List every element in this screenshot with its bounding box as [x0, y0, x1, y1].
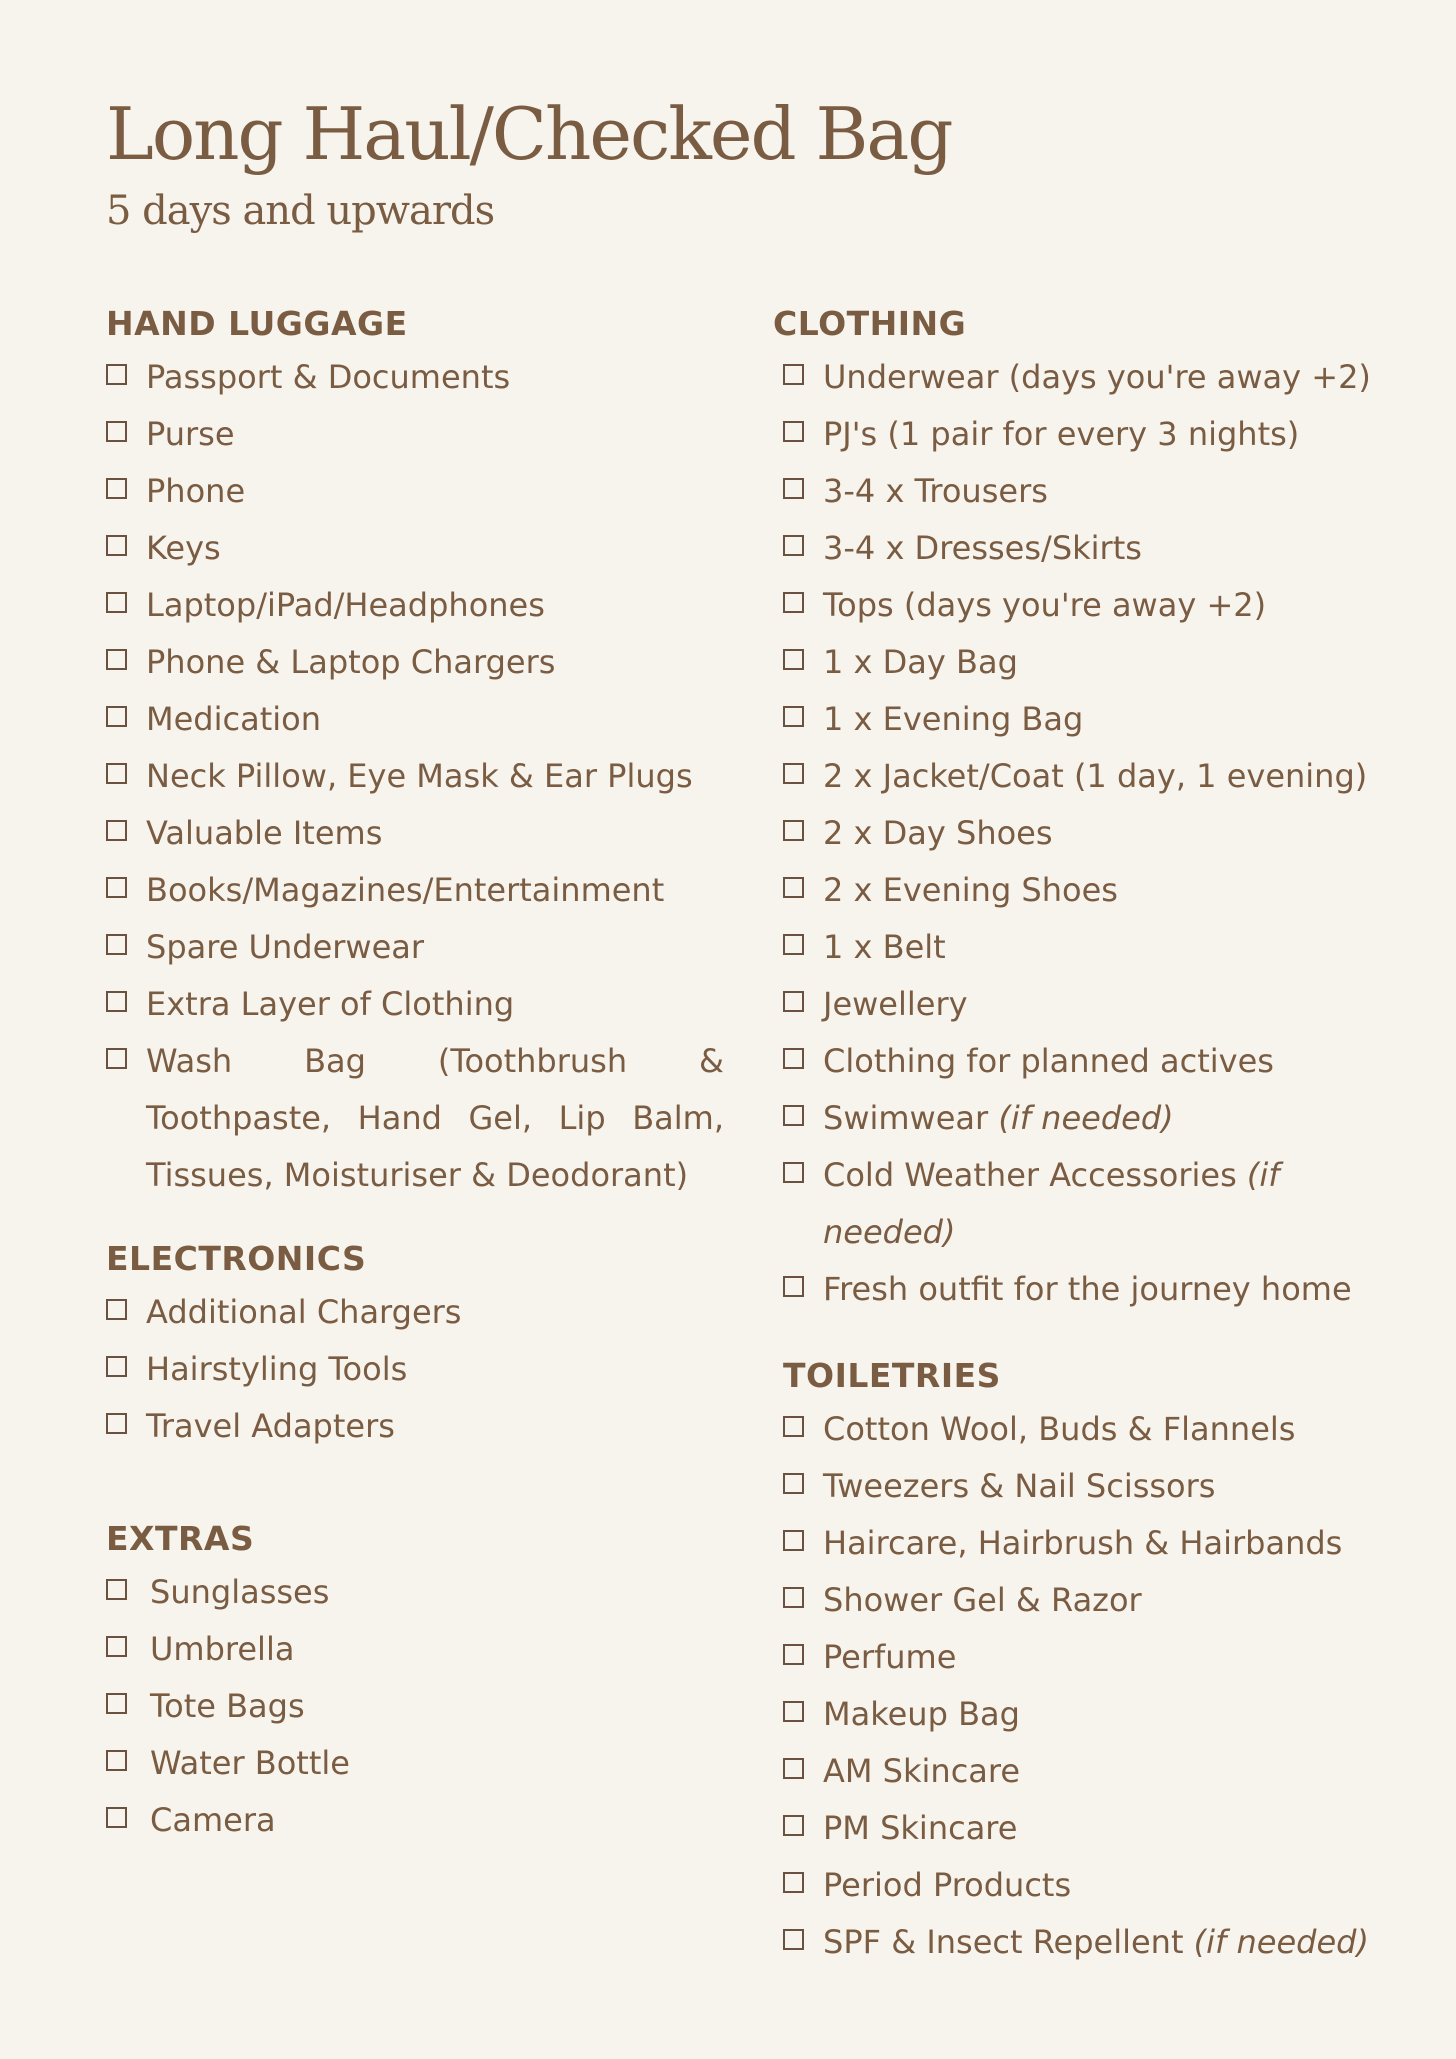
item-label: Spare Underwear — [146, 928, 425, 966]
checkbox[interactable] — [106, 1299, 127, 1320]
checkbox[interactable] — [783, 1701, 804, 1722]
checkbox[interactable] — [783, 535, 804, 556]
item-label: Passport & Documents — [146, 358, 511, 396]
list-item[interactable] — [106, 805, 724, 862]
list-item[interactable] — [783, 1914, 1383, 1971]
item-label: Laptop/iPad/Headphones — [146, 586, 545, 624]
list-item[interactable] — [106, 919, 724, 976]
item-label: Water Bottle — [150, 1744, 350, 1782]
item-label: Tote Bags — [150, 1687, 305, 1725]
item-label: Hairstyling Tools — [146, 1350, 408, 1388]
item-label: 3-4 x Trousers — [823, 472, 1048, 510]
checkbox[interactable] — [783, 934, 804, 955]
checkbox[interactable] — [783, 1872, 804, 1893]
item-label: Perfume — [823, 1638, 957, 1676]
list-item[interactable] — [783, 919, 1373, 976]
list-item[interactable] — [783, 1686, 1383, 1743]
checkbox[interactable] — [783, 1929, 804, 1950]
checkbox[interactable] — [783, 1473, 804, 1494]
checklist — [106, 1284, 724, 1455]
item-label: Phone — [146, 472, 246, 510]
item-label: Clothing for planned actives — [823, 1042, 1274, 1080]
list-item[interactable] — [106, 577, 724, 634]
section-hand-luggage — [106, 299, 724, 1204]
list-item[interactable] — [783, 976, 1373, 1033]
list-item[interactable] — [106, 691, 724, 748]
item-label: Shower Gel & Razor — [823, 1581, 1142, 1619]
checkbox[interactable] — [106, 706, 127, 727]
list-item[interactable] — [783, 748, 1373, 805]
checkbox[interactable] — [783, 1416, 804, 1437]
list-item[interactable] — [106, 976, 724, 1033]
section-extras — [106, 1514, 724, 1849]
section-heading: TOILETRIES — [783, 1356, 1001, 1395]
list-item[interactable] — [783, 1261, 1373, 1318]
checkbox[interactable] — [783, 1162, 804, 1183]
list-item[interactable] — [106, 520, 724, 577]
checkbox[interactable] — [783, 1105, 804, 1126]
item-text: Cold Weather Accessories — [823, 1156, 1237, 1194]
checkbox[interactable] — [106, 1413, 127, 1434]
item-note: (if needed) — [823, 1156, 1280, 1251]
item-label: Keys — [146, 529, 221, 567]
checkbox[interactable] — [106, 763, 127, 784]
item-label: Makeup Bag — [823, 1695, 1020, 1733]
checkbox[interactable] — [106, 1693, 127, 1714]
checkbox[interactable] — [106, 1636, 127, 1657]
checkbox[interactable] — [106, 478, 127, 499]
list-item[interactable] — [106, 1284, 724, 1341]
checkbox[interactable] — [106, 421, 127, 442]
item-label: 3-4 x Dresses/Skirts — [823, 529, 1142, 567]
list-item[interactable] — [106, 406, 724, 463]
checkbox[interactable] — [106, 934, 127, 955]
item-label: 1 x Day Bag — [823, 643, 1018, 681]
item-label: AM Skincare — [823, 1752, 1021, 1790]
item-text: SPF & Insect Repellent — [823, 1923, 1184, 1961]
checklist — [106, 349, 724, 1204]
item-label: Underwear (days you're away +2) — [823, 358, 1371, 396]
item-label — [823, 1090, 1174, 1147]
list-item[interactable] — [783, 577, 1373, 634]
checkbox[interactable] — [106, 1048, 127, 1069]
section-heading: HAND LUGGAGE — [106, 304, 408, 343]
list-item[interactable] — [106, 1678, 724, 1735]
checkbox[interactable] — [106, 820, 127, 841]
item-label: 2 x Jacket/Coat (1 day, 1 evening) — [823, 757, 1368, 795]
item-label: Fresh outfit for the journey home — [823, 1270, 1352, 1308]
checkbox[interactable] — [106, 649, 127, 670]
checklist — [783, 349, 1373, 1318]
list-item[interactable] — [106, 1735, 724, 1792]
list-item[interactable] — [783, 1743, 1383, 1800]
list-item[interactable] — [106, 1341, 724, 1398]
checkbox[interactable] — [783, 991, 804, 1012]
list-item[interactable] — [783, 349, 1373, 406]
item-label: Phone & Laptop Chargers — [146, 643, 556, 681]
list-item[interactable] — [783, 1800, 1383, 1857]
checkbox[interactable] — [783, 877, 804, 898]
list-item[interactable] — [106, 1792, 724, 1849]
item-label: Extra Layer of Clothing — [146, 985, 515, 1023]
checkbox[interactable] — [783, 763, 804, 784]
list-item[interactable] — [106, 862, 724, 919]
checkbox[interactable] — [106, 592, 127, 613]
item-label: 1 x Belt — [823, 928, 946, 966]
item-label: PJ's (1 pair for every 3 nights) — [823, 415, 1300, 453]
list-item[interactable] — [106, 748, 724, 805]
item-label: 1 x Evening Bag — [823, 700, 1084, 738]
checkbox[interactable] — [783, 1644, 804, 1665]
checkbox[interactable] — [783, 1048, 804, 1069]
checkbox[interactable] — [106, 991, 127, 1012]
list-item[interactable] — [783, 463, 1373, 520]
list-item[interactable] — [106, 1033, 724, 1204]
checkbox[interactable] — [106, 877, 127, 898]
list-item[interactable] — [783, 1401, 1383, 1458]
page-subtitle: 5 days and upwards — [106, 188, 495, 234]
list-item[interactable] — [783, 805, 1373, 862]
checkbox[interactable] — [783, 364, 804, 385]
item-label: Wash Bag (Toothbrush & Toothpaste, Hand Gel, Lip Balm, Tissues, Moisturiser & Deodorant) — [146, 1042, 724, 1194]
item-label: 2 x Day Shoes — [823, 814, 1053, 852]
page-title: Long Haul/Checked Bag — [106, 92, 952, 176]
checkbox[interactable] — [783, 421, 804, 442]
item-label: Neck Pillow, Eye Mask & Ear Plugs — [146, 757, 693, 795]
checkbox[interactable] — [106, 1750, 127, 1771]
item-label: Valuable Items — [146, 814, 383, 852]
checkbox[interactable] — [783, 1530, 804, 1551]
item-label — [823, 1914, 1369, 1971]
item-label: Tweezers & Nail Scissors — [823, 1467, 1216, 1505]
list-item[interactable] — [783, 1147, 1373, 1261]
checkbox[interactable] — [783, 1758, 804, 1779]
checkbox[interactable] — [783, 1815, 804, 1836]
checklist — [783, 1401, 1383, 1971]
list-item[interactable] — [783, 1090, 1373, 1147]
list-item[interactable] — [783, 520, 1373, 577]
section-heading: ELECTRONICS — [106, 1239, 367, 1278]
list-item[interactable] — [106, 1398, 724, 1455]
list-item[interactable] — [783, 1572, 1383, 1629]
item-label: Camera — [150, 1801, 276, 1839]
section-heading: CLOTHING — [773, 304, 967, 343]
checkbox[interactable] — [106, 1807, 127, 1828]
list-item[interactable] — [783, 1458, 1383, 1515]
item-label: Haircare, Hairbrush & Hairbands — [823, 1524, 1343, 1562]
item-label — [823, 1147, 1303, 1261]
list-item[interactable] — [783, 1515, 1383, 1572]
list-item[interactable] — [783, 862, 1373, 919]
item-label: Purse — [146, 415, 235, 453]
list-item[interactable] — [783, 634, 1373, 691]
list-item[interactable] — [783, 691, 1373, 748]
section-clothing — [773, 299, 1373, 1318]
checkbox[interactable] — [783, 592, 804, 613]
checklist — [106, 1564, 724, 1849]
list-item[interactable] — [783, 1033, 1373, 1090]
section-electronics — [106, 1234, 724, 1455]
checkbox[interactable] — [783, 649, 804, 670]
section-heading: EXTRAS — [106, 1519, 255, 1558]
list-item[interactable] — [106, 463, 724, 520]
checkbox[interactable] — [106, 1356, 127, 1377]
list-item[interactable] — [783, 406, 1373, 463]
list-item[interactable] — [106, 349, 724, 406]
checkbox[interactable] — [783, 478, 804, 499]
list-item[interactable] — [106, 634, 724, 691]
checkbox[interactable] — [783, 1276, 804, 1297]
item-label: Medication — [146, 700, 321, 738]
section-toiletries — [783, 1351, 1383, 1971]
checkbox[interactable] — [106, 1579, 127, 1600]
checkbox[interactable] — [783, 1587, 804, 1608]
list-item[interactable] — [783, 1629, 1383, 1686]
item-label: Cotton Wool, Buds & Flannels — [823, 1410, 1296, 1448]
item-label: 2 x Evening Shoes — [823, 871, 1118, 909]
list-item[interactable] — [106, 1621, 724, 1678]
item-label: Additional Chargers — [146, 1293, 462, 1331]
item-label: Period Products — [823, 1866, 1072, 1904]
checkbox[interactable] — [783, 820, 804, 841]
item-note: (if needed) — [998, 1099, 1174, 1137]
list-item[interactable] — [783, 1857, 1383, 1914]
item-label: Umbrella — [150, 1630, 295, 1668]
item-label: Tops (days you're away +2) — [823, 586, 1267, 624]
checkbox[interactable] — [106, 364, 127, 385]
item-text: Swimwear — [823, 1099, 989, 1137]
item-label: Jewellery — [823, 985, 968, 1023]
item-label: Travel Adapters — [146, 1407, 395, 1445]
item-note: (if needed) — [1193, 1923, 1369, 1961]
checkbox[interactable] — [106, 535, 127, 556]
list-item[interactable] — [106, 1564, 724, 1621]
item-label: Sunglasses — [150, 1573, 330, 1611]
item-label: PM Skincare — [823, 1809, 1018, 1847]
item-label: Books/Magazines/Entertainment — [146, 871, 665, 909]
checkbox[interactable] — [783, 706, 804, 727]
